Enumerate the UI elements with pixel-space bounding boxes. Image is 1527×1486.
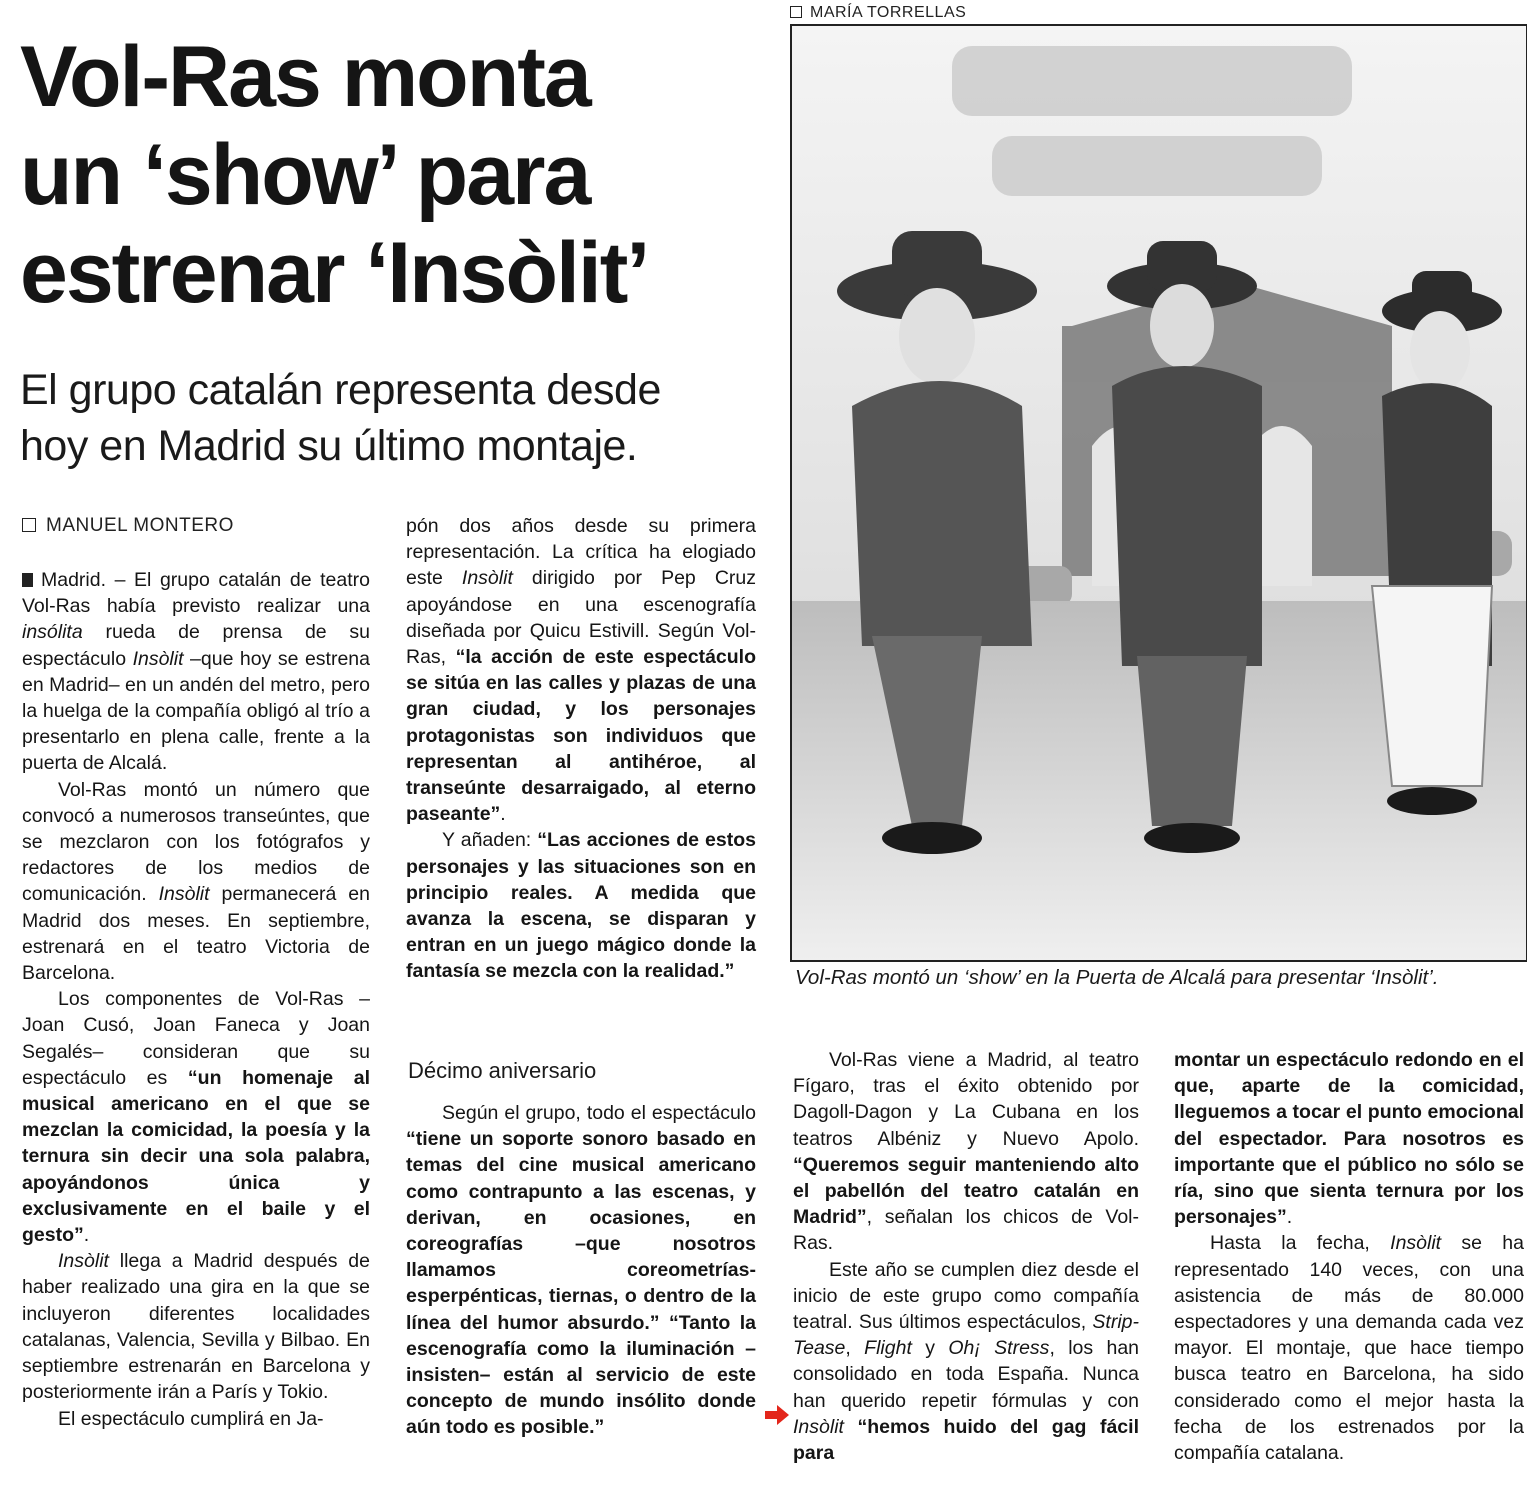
article-column-2 xyxy=(406,513,756,985)
article-column-4 xyxy=(1174,1047,1524,1466)
photo-credit xyxy=(790,4,966,22)
section-subtitle: Décimo aniversario xyxy=(408,1058,597,1083)
paragraph: Vol-Ras viene a Madrid, al teatro Fígaro, tras el éxito obtenido por Dagoll-Dagon y La Cubana en los teatros Albéniz y Nuevo Apolo. “Queremos seguir manteniendo alto el pabellón del teatro catalán en Madrid”, señalan los chicos de Vol-Ras. xyxy=(793,1049,1139,1255)
performers-photo xyxy=(792,26,1526,960)
article-column-1 xyxy=(22,567,370,1432)
paragraph: Este año se cumplen diez desde el inicio de este grupo como compañía teatral. Sus últimos espectáculos, Strip-Tease, Flight y Oh¡ Stress, los han consolidado en toda España. Nunca han querido repetir fórmulas y con Insòlit “hemos huido del gag fácil para xyxy=(793,1258,1140,1465)
subheadline xyxy=(20,362,780,474)
photo-caption: Vol-Ras montó un ‘show’ en la Puerta de Alcalá para presentar ‘Insòlit’. xyxy=(795,966,1439,989)
paragraph: Según el grupo, todo el espectáculo “tiene un soporte sonoro basado en temas del cine musical americano como contrapunto a las escenas, y derivan, en ocasiones, en coreografías –que nosotros llamamos coreometrías-esperpénticas, tiernas, o dentro de la línea del humor absurdo.” “Tanto la escenografía como la iluminación –insisten– están al servicio de este concepto de mundo insólito donde aún todo es posible.” xyxy=(406,1102,756,1439)
paragraph: El espectáculo cumplirá en Ja- xyxy=(58,1407,324,1430)
paragraph: montar un espectáculo redondo en el que, aparte de la comicidad, lleguemos a tocar el punto emocional del espectador. Para nosotros es importante que el público no sólo se ría, sino que sienta ternura por los personajes”. xyxy=(1174,1049,1524,1229)
photographer-name: MARÍA TORRELLAS xyxy=(810,4,967,21)
headline-line-3: estrenar ‘Insòlit’ xyxy=(20,225,649,321)
paragraph: Vol-Ras montó un número que convocó a numerosos transeúntes, que se mezclaron con los fotógrafos y redactores de los medios de comunicación. Insòlit permanecerá en Madrid dos meses. En septiembre, estrenará en el teatro Victoria de Barcelona. xyxy=(22,778,370,985)
square-bullet-icon xyxy=(790,6,802,18)
paragraph: Y añaden: “Las acciones de estos personajes y las situaciones son en principio reales. A medida que avanza la escena, se disparan y entran en un juego mágico donde la fantasía se mezcla con la realidad.” xyxy=(406,829,756,983)
subheadline-line-2: hoy en Madrid su último montaje. xyxy=(20,422,638,470)
headline-line-2: un ‘show’ para xyxy=(20,127,590,223)
paragraph: Los componentes de Vol-Ras –Joan Cusó, Joan Faneca y Joan Segalés– consideran que su espectáculo es “un homenaje al musical americano en el que se mezclan la comicidad, la poesía y la ternura sin decir una sola palabra, apoyándonos única y exclusivamente en el baile y el gesto”. xyxy=(22,988,370,1247)
article-column-3 xyxy=(793,1047,1139,1466)
author-byline xyxy=(22,515,234,537)
subheadline-line-1: El grupo catalán representa desde xyxy=(20,366,661,414)
square-bullet-icon xyxy=(22,518,36,532)
headline-line-1: Vol-Ras monta xyxy=(20,29,590,125)
paragraph: Insòlit llega a Madrid después de haber realizado una gira en la que se incluyeron diferentes localidades catalanas, Valencia, Sevilla y Bilbao. En septiembre estrenarán en Barcelona y posteriormente irán a París y Tokio. xyxy=(22,1250,370,1404)
arrow-right-icon xyxy=(765,1405,789,1425)
paragraph: pón dos años desde su primera representación. La crítica ha elogiado este Insòlit dirigido por Pep Cruz apoyándose en una escenografía diseñada por Quicu Estivill. Según Vol-Ras, “la acción de este espectáculo se sitúa en las calles y plazas de una gran ciudad, y los personajes protagonistas son individuos que representan al antihéroe, al transeúnte desarraigado, al eterno paseante”. xyxy=(406,515,757,826)
filled-square-icon xyxy=(22,573,33,587)
paragraph: Madrid. – El grupo catalán de teatro Vol-Ras había previsto realizar una insólita rueda de prensa de su espectáculo Insòlit –que hoy se estrena en Madrid– en un andén del metro, pero la huelga de la compañía obligó al trío a presentarlo en plena calle, frente a la puerta de Alcalá. xyxy=(22,569,370,775)
news-photo xyxy=(790,24,1527,962)
headline xyxy=(20,28,780,322)
paragraph: Hasta la fecha, Insòlit se ha representado 140 veces, con una asistencia de más de 80.000 espectadores y una demanda cada vez mayor. El montaje, que hace tiempo busca teatro en Barcelona, ha sido considerado como el mejor hasta la fecha de los estrenados por la compañía catalana. xyxy=(1174,1232,1524,1465)
author-name: MANUEL MONTERO xyxy=(46,515,234,536)
article-column-2-continued xyxy=(406,1100,756,1441)
